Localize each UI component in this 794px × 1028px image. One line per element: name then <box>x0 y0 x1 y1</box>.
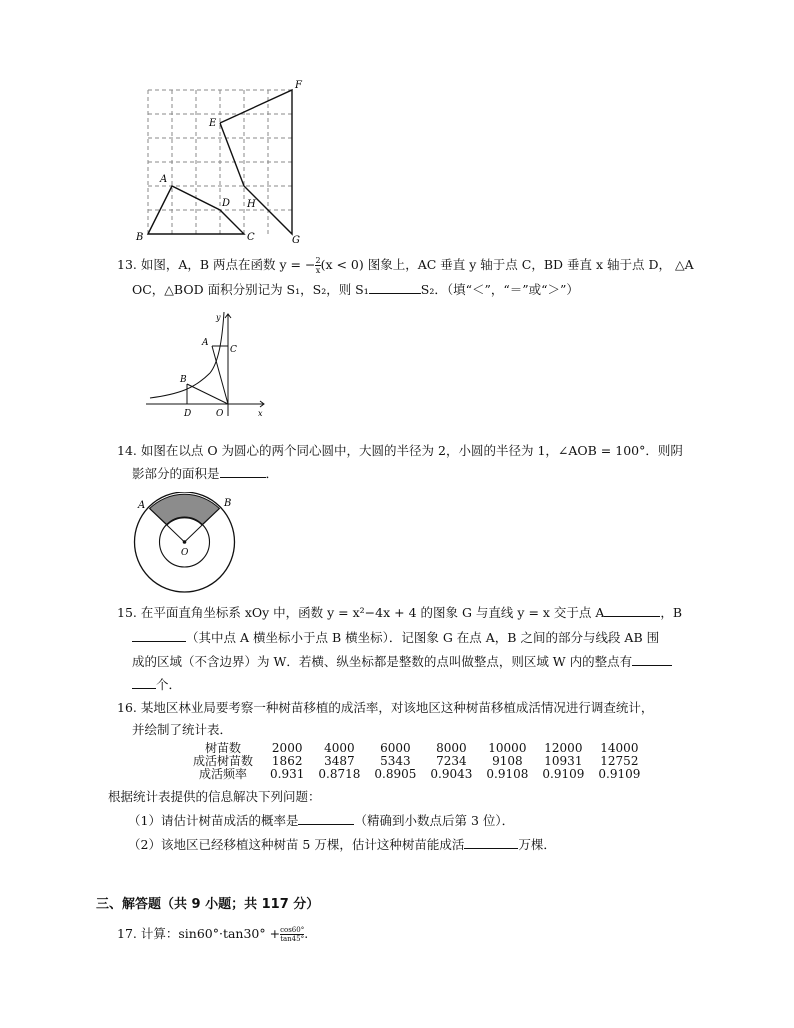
answer-blank-14[interactable] <box>220 464 266 478</box>
answer-blank-15b[interactable] <box>132 628 186 642</box>
svg-text:C: C <box>230 345 237 355</box>
question-14-line2: 影部分的面积是 ． <box>132 466 279 481</box>
svg-text:D: D <box>184 409 192 418</box>
figure-concentric-circles <box>130 492 250 602</box>
svg-text:A: A <box>138 500 146 511</box>
question-15-line4: 个． <box>132 674 181 696</box>
question-16-sub1: （1）请估计树苗成活的概率是 （精确到小数点后第 3 位）． <box>128 813 515 828</box>
question-16-line1: 16. 某地区林业局要考察一种树苗移植的成活率，对该地区这种树苗移植成活情况进行调查统计， <box>117 700 654 715</box>
answer-blank-16b[interactable] <box>464 835 518 849</box>
svg-text:A: A <box>202 338 209 348</box>
question-16-sub2: （2）该地区已经移植这种树苗 5 万棵，估计这种树苗能成活 万棵． <box>128 837 556 852</box>
label-f: F <box>295 80 302 91</box>
fraction-2-over-x: $\frac{2}{x}$ <box>315 256 321 275</box>
table-row: 成活树苗数 1862 3487 5343 7234 9108 10931 12752 <box>193 754 639 768</box>
section-title: 三、解答题（共 9 小题；共 117 分） <box>96 897 320 912</box>
svg-text:O: O <box>216 409 224 418</box>
question-14-line1: 14. 如图在以点 O 为圆心的两个同心圆中，大圆的半径为 2，小圆的半径为 1，∠AOB = 100°．则阴 <box>117 443 683 458</box>
figure-hyperbola <box>140 308 270 418</box>
label-b: B <box>136 232 144 243</box>
label-a: A <box>160 174 168 185</box>
label-g: G <box>292 235 300 246</box>
label-e: E <box>209 118 217 129</box>
answer-blank-15c[interactable] <box>632 652 672 666</box>
table-row: 树苗数 2000 4000 6000 8000 10000 12000 14000 <box>205 741 639 755</box>
answer-blank-13[interactable] <box>369 280 421 294</box>
question-15-line2: （其中点 A 横坐标小于点 B 横坐标）．记图象 G 在点 A，B 之间的部分与线段 AB 围 <box>132 627 659 649</box>
question-16-instruction: 根据统计表提供的信息解决下列问题： <box>108 789 321 804</box>
label-h: H <box>247 199 256 210</box>
answer-blank-16a[interactable] <box>298 811 354 825</box>
fraction-cos-over-tan: $\frac{\cos 60^\circ}{\tan 45^\circ}$ <box>280 926 305 943</box>
answer-blank-15a[interactable] <box>604 603 660 617</box>
svg-text:y: y <box>216 313 221 322</box>
question-13-line1: 13. 如图，A，B 两点在函数 y = − $\frac{2}{x}$ (x < 0) 图象上，AC 垂直 y 轴于点 C，BD 垂直 x 轴于点 D， △A <box>117 256 694 275</box>
question-15-line3: 成的区域（不含边界）为 W．若横、纵坐标都是整数的点叫做整点，则区域 W 内的整点有 <box>132 651 672 673</box>
question-15-line1: 15. 在平面直角坐标系 xOy 中，函数 y = x²−4x + 4 的图象 G 与直线 y = x 交于点 A ，B <box>117 605 683 620</box>
label-d: D <box>222 198 231 209</box>
svg-text:B: B <box>180 375 187 385</box>
svg-text:x: x <box>258 409 263 418</box>
svg-text:O: O <box>181 548 189 558</box>
question-13-line2: OC，△BOD 面积分别记为 S₁，S₂，则 S₁ S₂．（填“＜”，“＝”或“＞”） <box>132 282 579 297</box>
statistics-table <box>186 742 647 781</box>
svg-text:B: B <box>224 498 232 509</box>
question-16-line2: 并绘制了统计表． <box>132 722 233 737</box>
label-c: C <box>247 232 255 243</box>
figure-grid-polygons <box>130 78 310 248</box>
table-row: 成活频率 0.931 0.8718 0.8905 0.9043 0.9108 0.9109 0.9109 <box>199 767 641 781</box>
question-17: 17. 计算：sin60°·tan30° + $\frac{\cos 60^\circ}{\tan 45^\circ}$ . <box>117 926 309 943</box>
